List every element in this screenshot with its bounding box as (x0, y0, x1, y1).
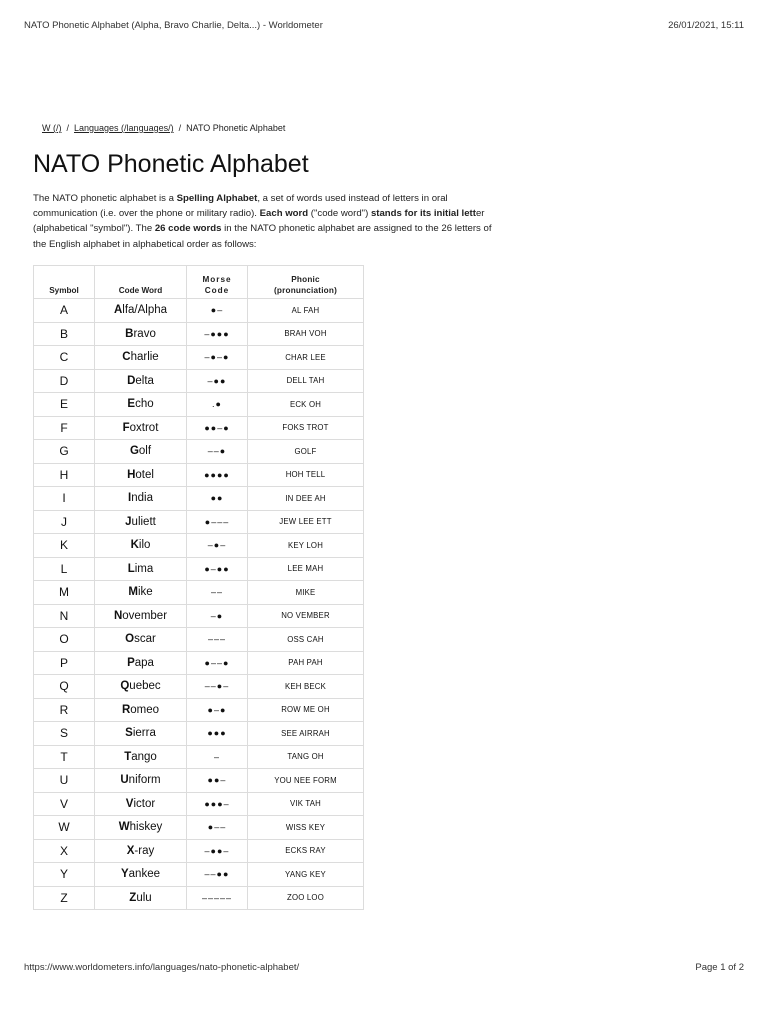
code-word-rest: scar (134, 633, 156, 646)
code-word-initial: J (125, 515, 132, 528)
header-phonic-line2: (pronunciation) (273, 286, 338, 295)
header-morse-line1: Morse (202, 275, 232, 284)
cell-code-word (95, 722, 187, 746)
intro-bold: 26 code words (154, 223, 222, 235)
cell-symbol: R (34, 698, 95, 722)
intro-text: er (alphabetical "symbol"). The (33, 208, 485, 235)
code-word-rest: oxtrot (129, 421, 159, 434)
cell-phonic: ECK OH (248, 393, 364, 417)
code-word-initial: U (120, 774, 129, 787)
code-word-initial: D (127, 374, 136, 387)
code-word-initial: V (125, 797, 134, 810)
cell-morse-code: ●●– (187, 769, 248, 793)
print-header (24, 20, 744, 31)
code-word-rest: ulu (136, 891, 152, 904)
cell-symbol: S (34, 722, 95, 746)
table-row (34, 839, 364, 863)
table-row (34, 299, 364, 323)
code-word-initial: K (130, 539, 139, 552)
cell-morse-code: – (187, 745, 248, 769)
code-word-initial: N (113, 609, 123, 622)
header-phonic-line1: Phonic (291, 275, 320, 284)
breadcrumb (42, 123, 285, 133)
cell-code-word (95, 839, 187, 863)
cell-symbol: Q (34, 675, 95, 699)
code-word-initial: H (127, 468, 136, 481)
header-phonic (248, 266, 364, 299)
code-word-rest: ankee (128, 868, 160, 881)
cell-code-word (95, 487, 187, 511)
cell-code-word (95, 745, 187, 769)
cell-morse-code: –●– (187, 534, 248, 558)
table-row (34, 534, 364, 558)
code-word-rest: otel (135, 468, 154, 481)
code-word-initial: M (128, 586, 138, 599)
table-row (34, 557, 364, 581)
header-symbol: Symbol (34, 266, 95, 299)
cell-symbol: H (34, 463, 95, 487)
breadcrumb-languages-link[interactable]: Languages (/languages/) (74, 123, 174, 133)
code-word-initial: X (126, 844, 135, 857)
cell-symbol: X (34, 839, 95, 863)
table-body (34, 299, 364, 910)
code-word-rest: cho (135, 398, 154, 411)
cell-code-word (95, 416, 187, 440)
code-word-rest: ovember (122, 609, 168, 622)
code-word-rest: olf (138, 445, 152, 458)
cell-morse-code: ●–●● (187, 557, 248, 581)
cell-symbol: T (34, 745, 95, 769)
cell-morse-code: ––●● (187, 863, 248, 887)
cell-phonic: IN DEE AH (248, 487, 364, 511)
cell-symbol: G (34, 440, 95, 464)
code-word-initial: P (127, 656, 135, 669)
code-word-rest: ilo (138, 539, 151, 552)
breadcrumb-current: NATO Phonetic Alphabet (186, 123, 286, 133)
cell-morse-code: ●●● (187, 722, 248, 746)
cell-code-word (95, 463, 187, 487)
cell-morse-code: ●●–● (187, 416, 248, 440)
breadcrumb-separator: / (66, 123, 70, 133)
cell-morse-code: ●––– (187, 510, 248, 534)
code-word-initial: G (129, 445, 139, 458)
code-word-rest: ike (137, 586, 153, 599)
cell-code-word (95, 792, 187, 816)
header-morse-code (187, 266, 248, 299)
cell-phonic: DELL TAH (248, 369, 364, 393)
table-row (34, 393, 364, 417)
cell-phonic: JEW LEE ETT (248, 510, 364, 534)
cell-phonic: NO VEMBER (248, 604, 364, 628)
intro-text: , a set of words used instead of letters in oral communication (i.e. over the phone or military radio). (33, 193, 448, 220)
cell-morse-code: –– (187, 581, 248, 605)
code-word-rest: elta (135, 374, 154, 387)
cell-symbol: B (34, 322, 95, 346)
cell-phonic: CHAR LEE (248, 346, 364, 370)
table-row (34, 698, 364, 722)
table-row (34, 510, 364, 534)
code-word-rest: hiskey (129, 821, 163, 834)
intro-text: The NATO phonetic alphabet is a (33, 193, 177, 204)
cell-morse-code: ●–● (187, 698, 248, 722)
cell-code-word (95, 369, 187, 393)
cell-morse-code: –●● (187, 369, 248, 393)
cell-phonic: MIKE (248, 581, 364, 605)
table-row (34, 722, 364, 746)
print-footer (24, 962, 744, 973)
cell-code-word (95, 769, 187, 793)
table-row (34, 651, 364, 675)
cell-morse-code: ––– (187, 628, 248, 652)
cell-phonic: KEY LOH (248, 534, 364, 558)
cell-phonic: WISS KEY (248, 816, 364, 840)
cell-phonic: AL FAH (248, 299, 364, 323)
cell-symbol: I (34, 487, 95, 511)
cell-symbol: E (34, 393, 95, 417)
cell-morse-code: .● (187, 393, 248, 417)
cell-symbol: O (34, 628, 95, 652)
cell-code-word (95, 816, 187, 840)
table-header-row (34, 266, 364, 299)
print-header-datetime: 26/01/2021, 15:11 (668, 20, 744, 31)
code-word-initial: F (122, 421, 130, 434)
table-row (34, 816, 364, 840)
cell-symbol: Z (34, 886, 95, 910)
code-word-rest: ima (134, 562, 154, 575)
table-row (34, 581, 364, 605)
code-word-rest: ravo (133, 327, 156, 340)
code-word-initial: Y (120, 868, 129, 881)
cell-symbol: P (34, 651, 95, 675)
table-row (34, 487, 364, 511)
cell-morse-code: ––● (187, 440, 248, 464)
breadcrumb-home-link[interactable]: W (/) (42, 123, 62, 133)
cell-code-word (95, 675, 187, 699)
cell-morse-code: –●●– (187, 839, 248, 863)
cell-phonic: HOH TELL (248, 463, 364, 487)
cell-morse-code: ––––– (187, 886, 248, 910)
cell-morse-code: ●●●● (187, 463, 248, 487)
cell-phonic: OSS CAH (248, 628, 364, 652)
cell-symbol: F (34, 416, 95, 440)
table-row (34, 369, 364, 393)
code-word-initial: Z (129, 891, 137, 904)
cell-morse-code: –● (187, 604, 248, 628)
cell-phonic: KEH BECK (248, 675, 364, 699)
cell-phonic: YANG KEY (248, 863, 364, 887)
code-word-initial: B (125, 327, 134, 340)
cell-code-word (95, 604, 187, 628)
cell-symbol: W (34, 816, 95, 840)
cell-code-word (95, 440, 187, 464)
intro-paragraph (33, 191, 493, 252)
table-row (34, 416, 364, 440)
cell-symbol: C (34, 346, 95, 370)
intro-bold: Spelling Alphabet (176, 193, 258, 204)
cell-code-word (95, 557, 187, 581)
cell-morse-code: ●●●– (187, 792, 248, 816)
cell-symbol: A (34, 299, 95, 323)
cell-phonic: ZOO LOO (248, 886, 364, 910)
breadcrumb-separator: / (178, 123, 182, 133)
cell-phonic: ECKS RAY (248, 839, 364, 863)
code-word-initial: A (113, 304, 123, 317)
code-word-initial: R (121, 703, 131, 716)
cell-code-word (95, 393, 187, 417)
header-code-word: Code Word (95, 266, 187, 299)
cell-phonic: TANG OH (248, 745, 364, 769)
code-word-initial: L (127, 562, 135, 575)
cell-symbol: M (34, 581, 95, 605)
cell-code-word (95, 886, 187, 910)
code-word-rest: omeo (130, 703, 160, 716)
table-row (34, 322, 364, 346)
code-word-rest: apa (134, 656, 154, 669)
code-word-rest: ierra (132, 727, 156, 740)
code-word-rest: ango (131, 750, 157, 763)
cell-phonic: PAH PAH (248, 651, 364, 675)
intro-text: ("code word") (308, 208, 371, 220)
cell-symbol: Y (34, 863, 95, 887)
cell-symbol: D (34, 369, 95, 393)
table-row (34, 769, 364, 793)
code-word-rest: niform (128, 774, 161, 787)
cell-morse-code: ●–– (187, 816, 248, 840)
nato-alphabet-table (33, 265, 364, 910)
print-footer-page: Page 1 of 2 (695, 962, 744, 973)
cell-morse-code: ●– (187, 299, 248, 323)
code-word-rest: ndia (131, 492, 153, 505)
table-row (34, 863, 364, 887)
cell-code-word (95, 346, 187, 370)
table-row (34, 604, 364, 628)
code-word-rest: -ray (134, 844, 155, 857)
code-word-rest: lfa/Alpha (122, 304, 168, 317)
table-row (34, 792, 364, 816)
cell-morse-code: ●● (187, 487, 248, 511)
code-word-initial: Q (120, 680, 130, 693)
cell-code-word (95, 651, 187, 675)
table-row (34, 745, 364, 769)
table-row (34, 463, 364, 487)
intro-text: in the NATO phonetic alphabet are assigned to the 26 letters of the English alphabet in alphabetical order as follows: (33, 223, 492, 250)
intro-bold: Each word (259, 208, 309, 220)
cell-code-word (95, 628, 187, 652)
header-morse-line2: Code (204, 286, 230, 295)
cell-code-word (95, 510, 187, 534)
table-row (34, 440, 364, 464)
cell-phonic: YOU NEE FORM (248, 769, 364, 793)
code-word-initial: T (124, 750, 132, 763)
cell-phonic: GOLF (248, 440, 364, 464)
code-word-initial: E (127, 398, 136, 411)
cell-code-word (95, 299, 187, 323)
cell-code-word (95, 581, 187, 605)
intro-bold: stands for its initial lett (370, 208, 476, 220)
code-word-rest: harlie (130, 351, 159, 364)
cell-phonic: LEE MAH (248, 557, 364, 581)
cell-symbol: N (34, 604, 95, 628)
print-header-title: NATO Phonetic Alphabet (Alpha, Bravo Charlie, Delta...) - Worldometer (24, 20, 323, 31)
cell-phonic: VIK TAH (248, 792, 364, 816)
code-word-initial: O (125, 633, 135, 646)
code-word-initial: C (122, 351, 131, 364)
table-row (34, 886, 364, 910)
cell-morse-code: ––●– (187, 675, 248, 699)
table-row (34, 675, 364, 699)
code-word-initial: I (128, 492, 132, 505)
cell-morse-code: –●–● (187, 346, 248, 370)
cell-phonic: SEE AIRRAH (248, 722, 364, 746)
page-title: NATO Phonetic Alphabet (33, 150, 309, 178)
table-row (34, 346, 364, 370)
cell-phonic: BRAH VOH (248, 322, 364, 346)
cell-phonic: FOKS TROT (248, 416, 364, 440)
code-word-rest: uebec (129, 680, 161, 693)
cell-symbol: L (34, 557, 95, 581)
cell-morse-code: –●●● (187, 322, 248, 346)
cell-symbol: K (34, 534, 95, 558)
table-row (34, 628, 364, 652)
cell-symbol: V (34, 792, 95, 816)
cell-symbol: J (34, 510, 95, 534)
cell-phonic: ROW ME OH (248, 698, 364, 722)
cell-morse-code: ●––● (187, 651, 248, 675)
code-word-rest: ictor (133, 797, 156, 810)
code-word-initial: W (118, 821, 130, 834)
cell-code-word (95, 863, 187, 887)
cell-code-word (95, 322, 187, 346)
cell-code-word (95, 698, 187, 722)
cell-symbol: U (34, 769, 95, 793)
code-word-rest: uliett (131, 515, 156, 528)
cell-code-word (95, 534, 187, 558)
code-word-initial: S (125, 727, 133, 740)
print-footer-url: https://www.worldometers.info/languages/nato-phonetic-alphabet/ (24, 962, 300, 973)
